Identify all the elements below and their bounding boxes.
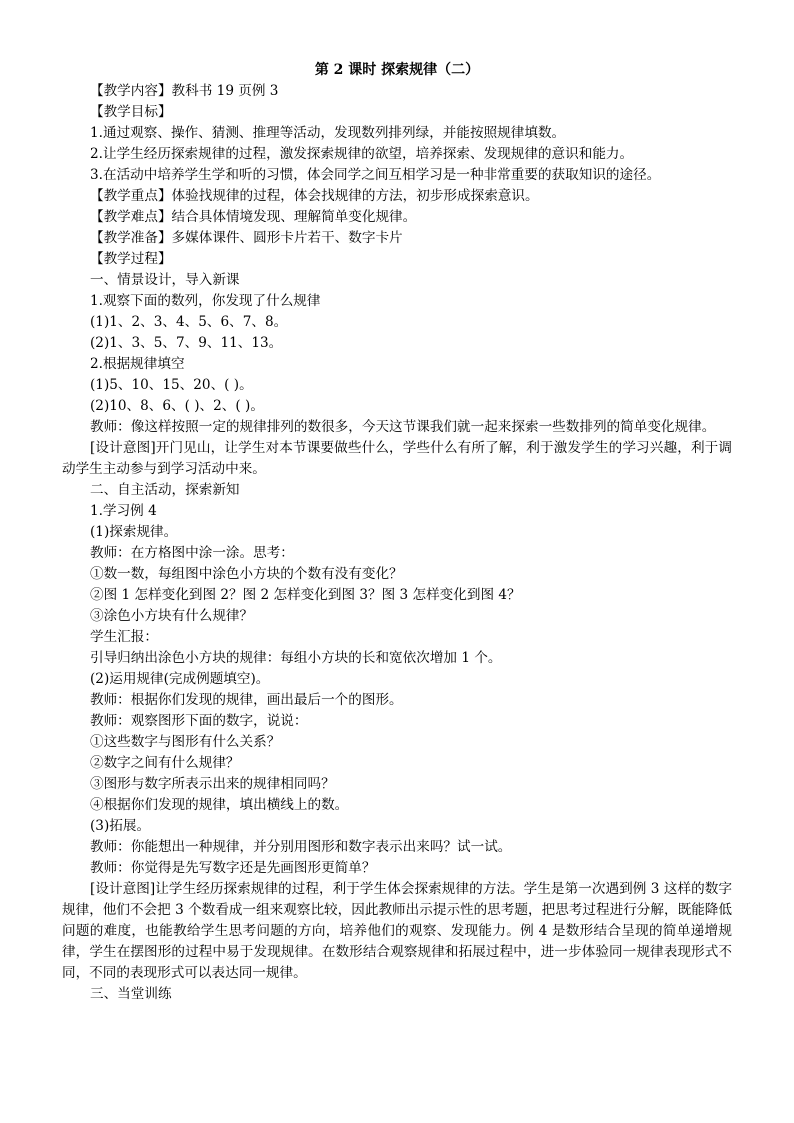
body-line: 1.观察下面的数列，你发现了什么规律 (90, 293, 321, 309)
body-line: 1.通过观察、操作、猜测、推理等活动，发现数列排列绿，并能按照规律填数。 (90, 125, 566, 141)
body-line: 引导归纳出涂色小方块的规律：每组小方块的长和宽依次增加 1 个。 (90, 650, 502, 666)
body-line: ③图形与数字所表示出来的规律相同吗？ (90, 776, 335, 792)
body-line: (2)运用规律(完成例题填空)。 (90, 671, 270, 687)
body-line: ②数字之间有什么规律？ (90, 755, 240, 771)
body-line: (2)1、3、5、7、9、11、13。 (90, 335, 283, 351)
body-line: 教师：在方格图中涂一涂。思考： (90, 545, 294, 561)
document-body (62, 81, 732, 1005)
body-line: 2.让学生经历探索规律的过程，激发探索规律的欲望，培养探索、发现规律的意识和能力。 (90, 146, 634, 162)
body-line: ④根据你们发现的规律，填出横线上的数。 (90, 797, 349, 813)
body-line: 【教学重点】体验找规律的过程，体会找规律的方法，初步形成探索意识。 (90, 188, 539, 204)
body-line: (3)拓展。 (90, 818, 151, 834)
document-page (62, 60, 732, 1005)
body-line: ③涂色小方块有什么规律？ (90, 608, 254, 624)
body-line: (1)1、2、3、4、5、6、7、8。 (90, 314, 288, 330)
body-line: ①数一数，每组图中涂色小方块的个数有没有变化？ (90, 566, 403, 582)
body-line: ②图 1 怎样变化到图 2？图 2 怎样变化到图 3？图 3 怎样变化到图 4？ (90, 587, 521, 603)
body-paragraph: [设计意图]开门见山，让学生对本节课要做些什么，学些什么有所了解，利于激发学生的学习兴趣，利于调动学生主动参与到学习活动中来。 (62, 440, 732, 477)
body-line: ①这些数字与图形有什么关系？ (90, 734, 281, 750)
body-line: 1.学习例 4 (90, 503, 157, 519)
body-line: 二、自主活动，探索新知 (90, 482, 240, 498)
body-paragraph: [设计意图]让学生经历探索规律的过程，利于学生体会探索规律的方法。学生是第一次遇到例 3 这样的数字规律，他们不会把 3 个数看成一组来观察比较，因此教师出示提示性的思考题，把思考过程进行分解，既能降低问题的难度，也能教给学生思考问题的方向，培养他们的观察、发现能力。例 4 是数形结合呈现的简单递增规律，学生在摆图形的过程中易于发现规律。在数形结合观察规律和拓展过程中，进一步体验同一规律表现形式不同，不同的表现形式可以表达同一规律。 (62, 881, 732, 981)
body-line: (1)探索规律。 (90, 524, 178, 540)
body-paragraph: 3.在活动中培养学生学和听的习惯，体会同学之间互相学习是一种非常重要的获取知识的途径。 (90, 167, 661, 183)
body-line: 教师：观察图形下面的数字，说说： (90, 713, 308, 729)
body-line: 【教学内容】教科书 19 页例 3 (90, 83, 279, 99)
body-line: 一、情景设计，导入新课 (90, 272, 240, 288)
lesson-title: 第 2 课时 探索规律（二） (314, 62, 480, 78)
body-line: 【教学难点】结合具体情境发现、理解简单变化规律。 (90, 209, 417, 225)
body-line: 学生汇报： (90, 629, 158, 645)
body-line: 教师：你觉得是先写数字还是先画图形更简单？ (90, 860, 376, 876)
body-paragraph: 教师：像这样按照一定的规律排列的数很多，今天这节课我们就一起来探索一些数排列的简单变化规律。 (90, 419, 716, 435)
body-line: 【教学过程】 (90, 251, 172, 267)
body-line: 教师：根据你们发现的规律，画出最后一个的图形。 (90, 692, 403, 708)
body-line: 【教学目标】 (90, 104, 172, 120)
body-line: 2.根据规律填空 (90, 356, 185, 372)
body-line: (2)10、8、6、( )、2、( )。 (90, 398, 264, 414)
body-line: 三、当堂训练 (90, 986, 172, 1002)
body-line: (1)5、10、15、20、( )。 (90, 377, 253, 393)
body-line: 教师：你能想出一种规律，并分别用图形和数字表示出来吗？试一试。 (90, 839, 512, 855)
body-line: 【教学准备】多媒体课件、圆形卡片若干、数字卡片 (90, 230, 403, 246)
